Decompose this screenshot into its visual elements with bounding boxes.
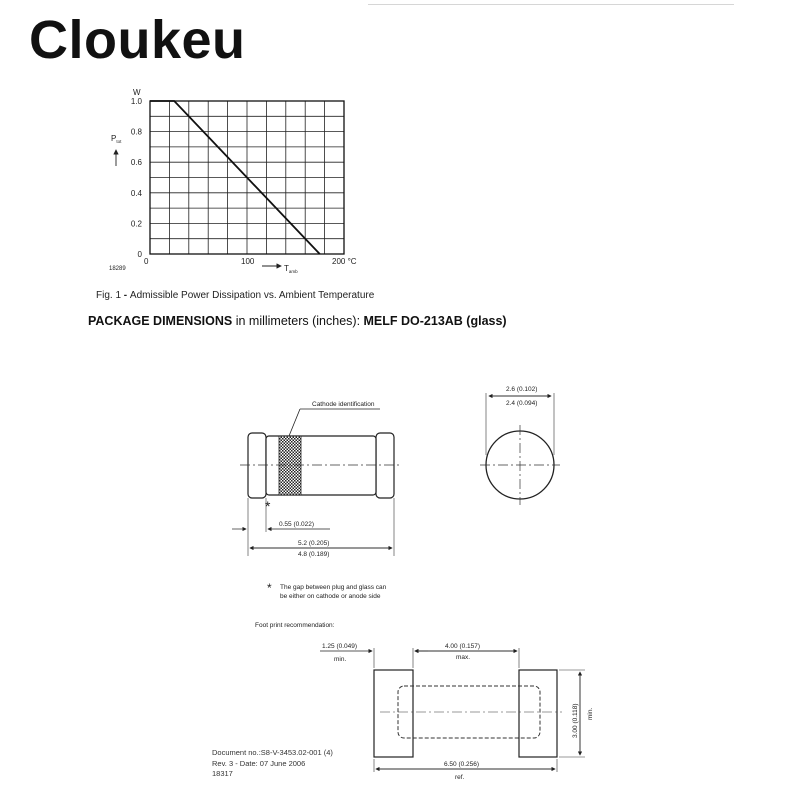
chart-y-label: $P_{tot}$	[111, 134, 122, 144]
chart-y-tick-label: 0.4	[130, 188, 142, 198]
gap-note	[267, 581, 387, 600]
dim-height-note: min.	[587, 707, 594, 720]
cathode-leader	[289, 409, 300, 436]
chart-x-tick-label: 0	[144, 257, 149, 266]
chart-y-tick-label: 0.8	[130, 127, 142, 137]
figure-caption	[96, 290, 374, 301]
chart-y-tick-label: 0	[137, 250, 142, 259]
dim-diameter-max: 2.6 (0.102)	[506, 386, 538, 393]
document-info	[212, 748, 333, 778]
chart-y-unit: W	[133, 88, 141, 97]
chart-x-tick-label: 200 °C	[332, 257, 357, 266]
chart-y-tick-label: 1.0	[130, 97, 142, 106]
figure-caption-prefix: Fig. 1	[96, 290, 122, 301]
dim-total-note: ref.	[455, 774, 465, 781]
power-derating-chart	[109, 88, 357, 274]
dim-pad-width: 1.25 (0.049)	[322, 643, 358, 650]
chart-y-tick-label: 0.2	[130, 219, 142, 229]
dim-pad-width-note: min.	[334, 656, 347, 663]
dim-diameter-min: 2.4 (0.094)	[506, 400, 538, 407]
pad-right	[519, 670, 557, 757]
heading-bold-1: PACKAGE DIMENSIONS	[88, 314, 233, 328]
dim-height: 3.00 (0.118)	[572, 703, 579, 738]
dim-gap: 4.00 (0.157)	[445, 643, 481, 650]
note-line-1: The gap between plug and glass can	[280, 584, 387, 591]
figure-caption-text: Admissible Power Dissipation vs. Ambient Temperature	[129, 290, 375, 301]
chart-y-tick-label: 0.6	[130, 158, 142, 168]
package-end-view	[480, 386, 560, 505]
chart-x-label: $T_{amb}$	[284, 264, 298, 274]
heading-bold-2: MELF DO-213AB (glass)	[363, 314, 507, 328]
cathode-band	[279, 436, 301, 495]
brand-logo: Cloukeu	[29, 10, 246, 70]
dim-gap-note: max.	[456, 654, 471, 661]
plug-left	[248, 433, 266, 498]
chart-y-tick-labels	[131, 97, 143, 259]
footprint-drawing	[255, 622, 594, 781]
package-side-view	[232, 401, 402, 558]
heading-normal: in millimeters (inches):	[232, 314, 364, 328]
figure-caption-dash: -	[121, 290, 130, 301]
document-code: 18317	[212, 769, 233, 778]
side-asterisk: *	[265, 498, 271, 514]
dim-plug-length: 0.55 (0.022)	[279, 521, 315, 528]
chart-figure-id: 18289	[109, 266, 126, 272]
footprint-title: Foot print recommendation:	[255, 622, 335, 629]
document-revision: Rev. 3 - Date: 07 June 2006	[212, 759, 306, 768]
chart-x-tick-label: 100	[241, 257, 255, 266]
document-number: Document no.:S8-V-3453.02-001 (4)	[212, 748, 333, 757]
note-asterisk: *	[267, 581, 272, 595]
dim-total: 6.50 (0.256)	[444, 761, 480, 768]
plug-right	[376, 433, 394, 498]
note-line-2: be either on cathode or anode side	[280, 593, 381, 600]
pad-left	[374, 670, 413, 757]
cathode-label: Cathode identification	[312, 401, 375, 408]
chart-x-tick-labels	[144, 257, 357, 266]
dim-length-min: 4.8 (0.189)	[298, 551, 330, 558]
package-dimensions-heading	[88, 314, 507, 328]
dim-length-max: 5.2 (0.205)	[298, 540, 330, 547]
